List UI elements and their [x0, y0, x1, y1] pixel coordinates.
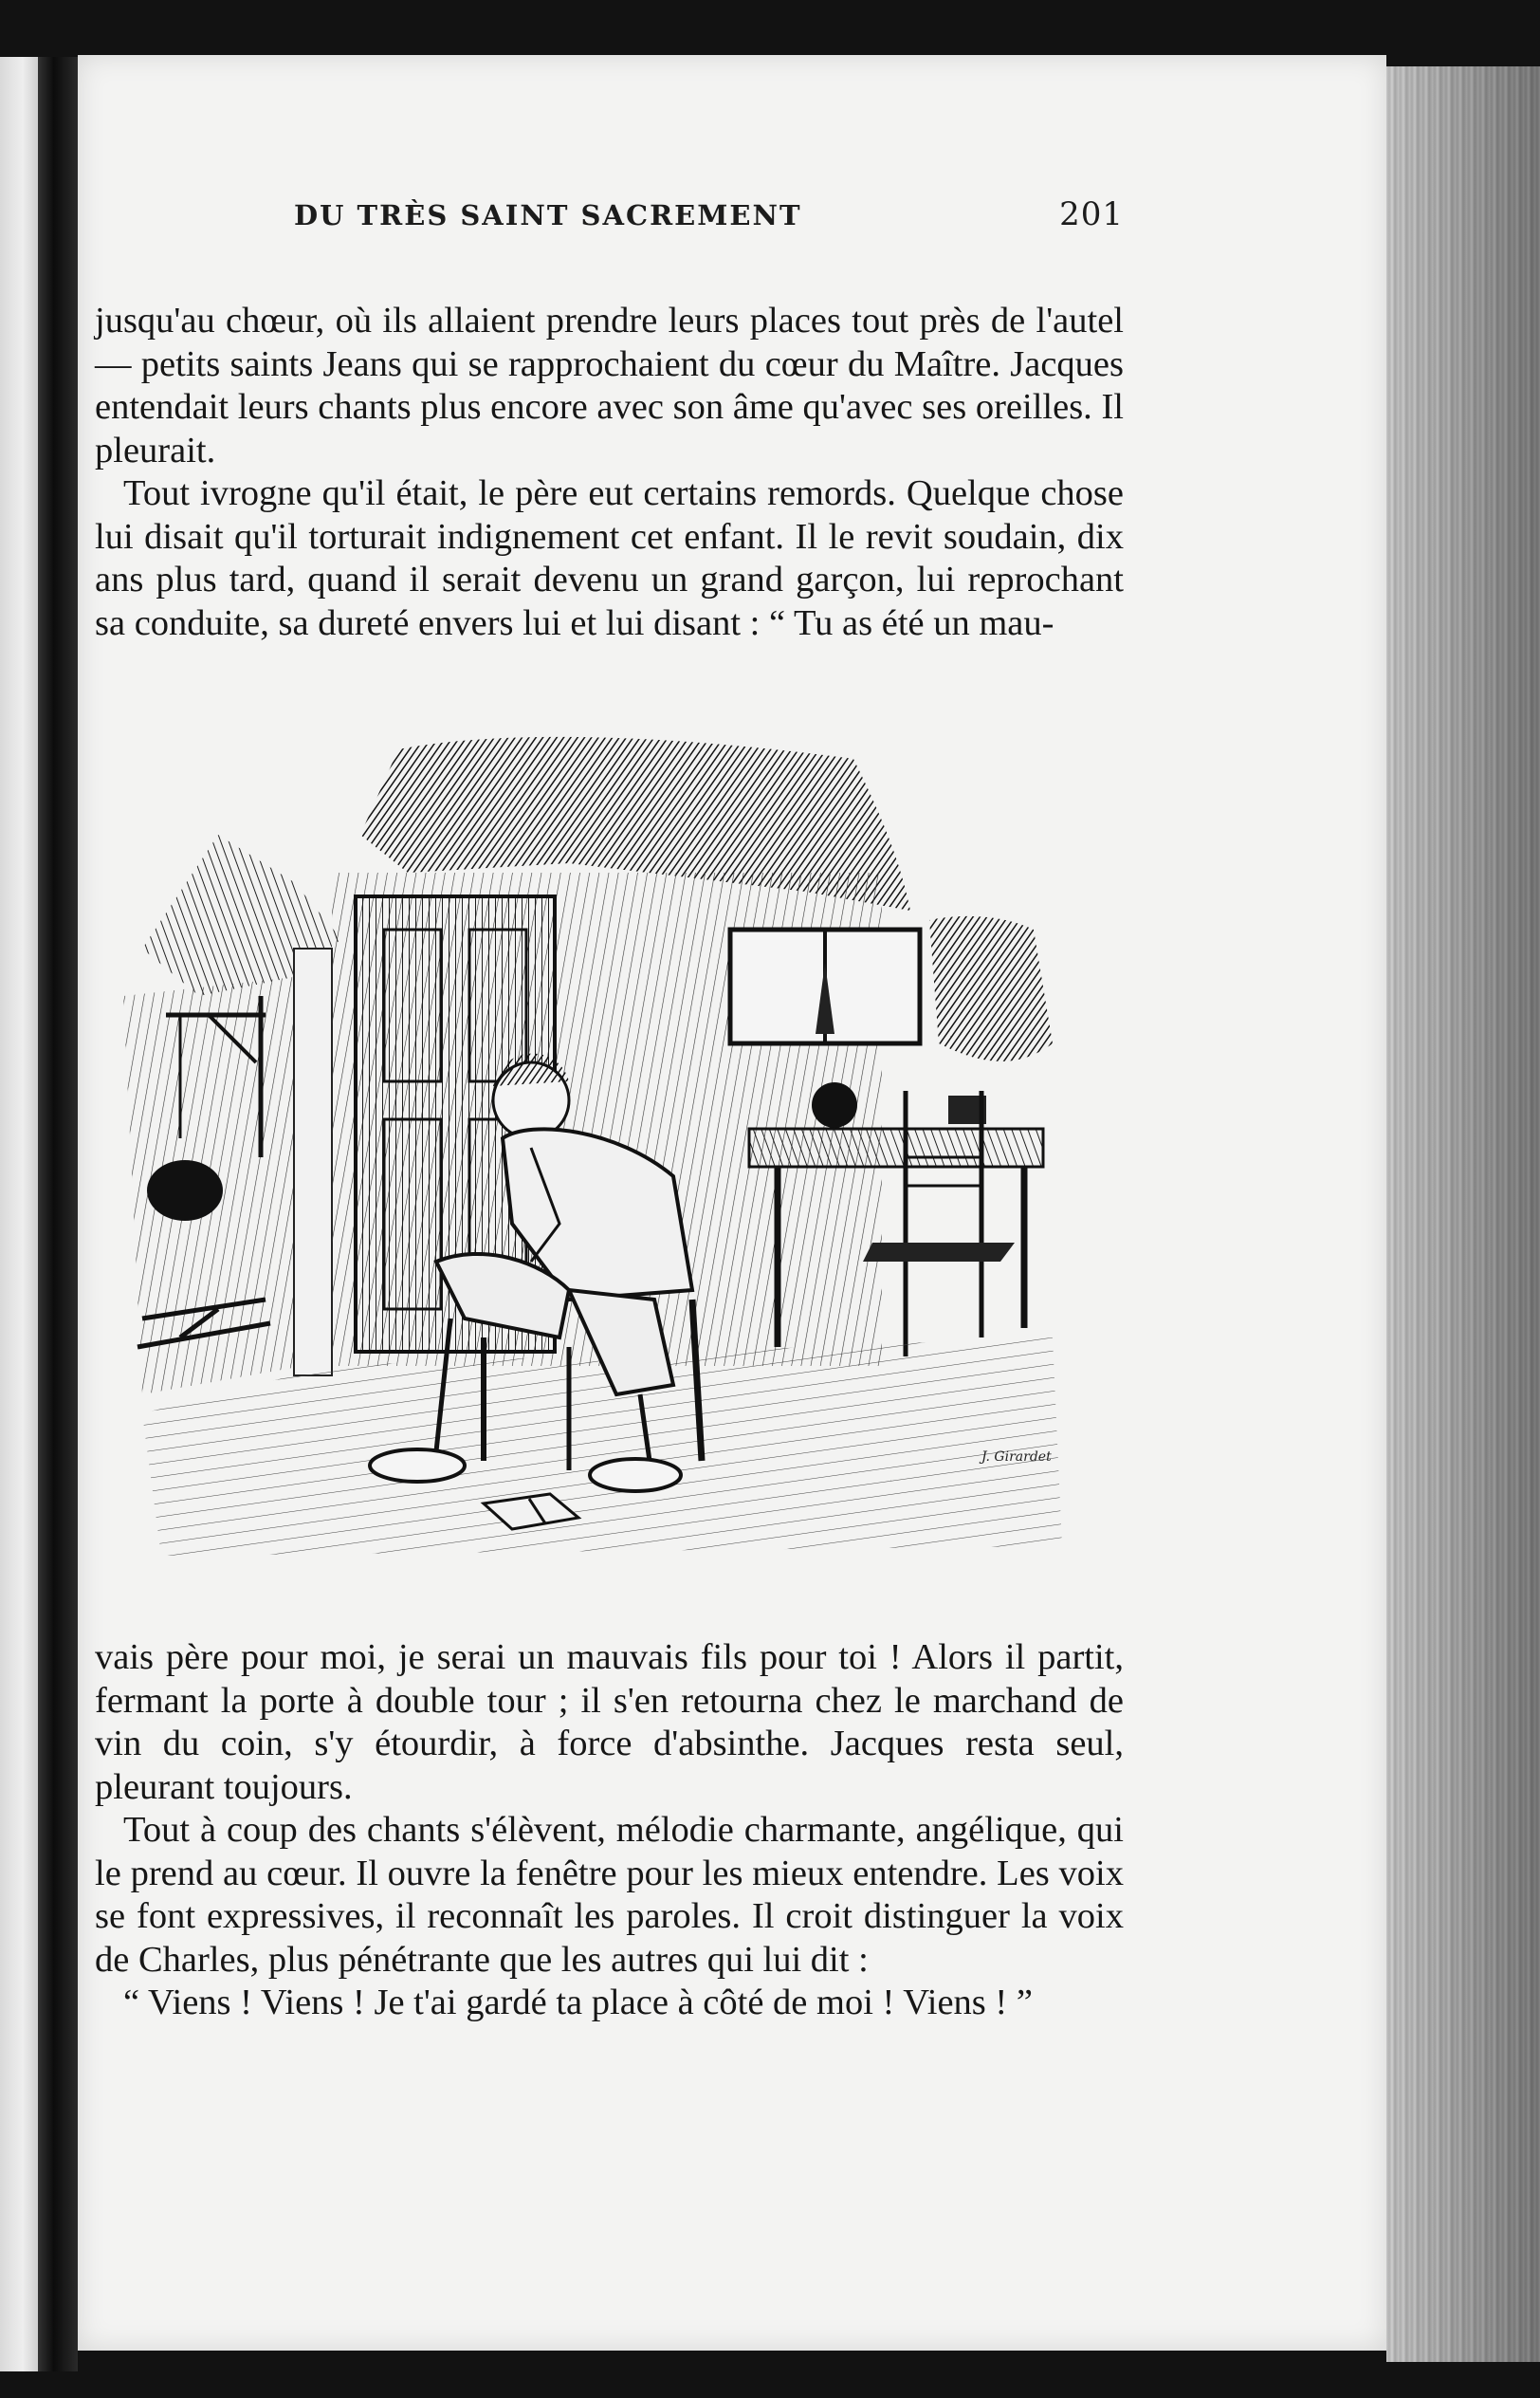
facing-page-edge	[0, 57, 38, 2371]
running-head	[95, 190, 1124, 247]
text-block-top	[95, 300, 1124, 645]
paragraph: “ Viens ! Viens ! Je t'ai gardé ta place à côté de moi ! Viens ! ”	[123, 1983, 1033, 2022]
floor	[142, 1337, 1062, 1556]
page-edges	[1386, 66, 1540, 2362]
paragraph: Tout ivrogne qu'il était, le père eut certains remords. Quelque chose lui disait qu'il torturait indignement cet enfant. Il le revit soudain, dix ans plus tard, quand il serait devenu un grand garçon, lui reprochant sa conduite, sa dureté envers lui et lui disant : “ Tu as été un mau-	[95, 473, 1124, 643]
paragraph: vais père pour moi, je serai un mauvais fils pour toi ! Alors il partit, fermant la porte à double tour ; il s'en retourna chez le marchand de vin du coin, s'y étourdir, à force d'absinthe. Jacques resta seul, pleurant toujours.	[95, 1637, 1124, 1807]
illustration-boy-in-room	[123, 730, 1081, 1584]
page-number: 201	[1059, 195, 1124, 233]
book-gutter	[38, 57, 78, 2371]
curtain	[929, 916, 1053, 1061]
text-block-bottom	[95, 1636, 1124, 2025]
cooking-pot	[147, 1160, 223, 1221]
running-head-title: DU TRÈS SAINT SACREMENT	[294, 199, 802, 231]
paragraph: Tout à coup des chants s'élèvent, mélodie charmante, angélique, qui le prend au cœur. Il ouvre la fenêtre pour les mieux entendre. Les voix se font expressives, il reconnaît les paroles. Il croit distinguer la voix de Charles, plus pénétrante que les autres qui lui dit :	[95, 1810, 1124, 1980]
paragraph: jusqu'au chœur, où ils allaient prendre leurs places tout près de l'autel — petits saints Jeans qui se rapprochaient du cœur du Maître. Jacques entendait leurs chants plus encore avec son âme qu'avec ses oreilles. Il pleurait.	[95, 301, 1124, 470]
artist-signature: J. Girardet	[981, 1449, 1052, 1465]
table	[749, 1129, 1043, 1167]
